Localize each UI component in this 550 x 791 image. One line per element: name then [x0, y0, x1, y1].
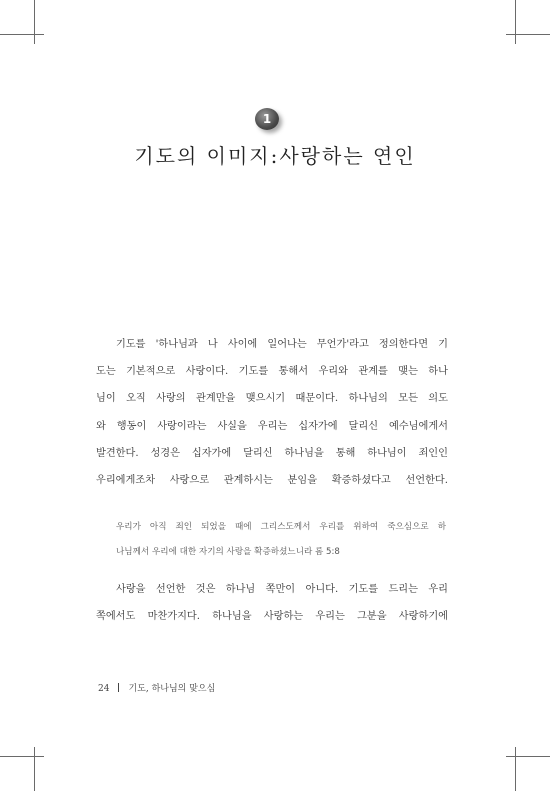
- scripture-quote: [116, 515, 446, 565]
- chapter-number-badge: 1: [255, 108, 279, 130]
- body-paragraph-2: [96, 576, 448, 630]
- chapter-title: 기도의 이미지:사랑하는 연인: [134, 144, 416, 168]
- crop-mark-top-left-horizontal: [0, 34, 44, 35]
- page-number: 24: [98, 684, 110, 694]
- body-paragraph-1: [96, 331, 448, 494]
- crop-mark-top-right-horizontal: [506, 34, 550, 35]
- page-footer: [98, 681, 215, 694]
- footer-divider: [118, 683, 119, 692]
- text-line: 사랑을 선언한 것은 하나님 쪽만이 아니다. 기도를 드리는 우리: [116, 584, 448, 595]
- crop-mark-top-left-vertical: [34, 0, 35, 44]
- text-line: 기도를 '하나님과 나 사이에 일어나는 무언가'라고 정의한다면 기: [116, 339, 448, 350]
- text-line: 발견한다. 성경은 십자가에 달리신 하나님을 통해 하나님이 죄인인: [96, 447, 448, 459]
- text-line: 님이 오직 사랑의 관계만을 맺으시기 때문이다. 하나님의 모든 의도: [96, 393, 448, 405]
- text-line: 도는 기본적으로 사랑이다. 기도를 통해서 우리와 관계를 맺는 하나: [96, 366, 448, 378]
- running-title: 기도, 하나님의 맞으심: [128, 684, 216, 694]
- crop-mark-bottom-right-vertical: [515, 747, 516, 791]
- quote-line: 우리가 아직 죄인 되었을 때에 그리스도께서 우리를 위하여 죽으심으로 하: [116, 522, 446, 532]
- text-line: 와 행동이 사랑이라는 사실을 우리는 십자가에 달리신 예수님에게서: [96, 420, 448, 432]
- crop-mark-bottom-right-horizontal: [506, 756, 550, 757]
- quote-line: 나님께서 우리에 대한 자기의 사랑을 확증하셨느니라 롬 5:8: [116, 547, 340, 557]
- crop-mark-bottom-left-horizontal: [0, 756, 44, 757]
- text-line: 쪽에서도 마찬가지다. 하나님을 사랑하는 우리는 그분을 사랑하기에: [96, 611, 448, 623]
- crop-mark-top-right-vertical: [515, 0, 516, 44]
- text-line: 우리에게조차 사랑으로 관계하시는 분임을 확증하셨다고 선언한다.: [96, 475, 448, 487]
- crop-mark-bottom-left-vertical: [34, 747, 35, 791]
